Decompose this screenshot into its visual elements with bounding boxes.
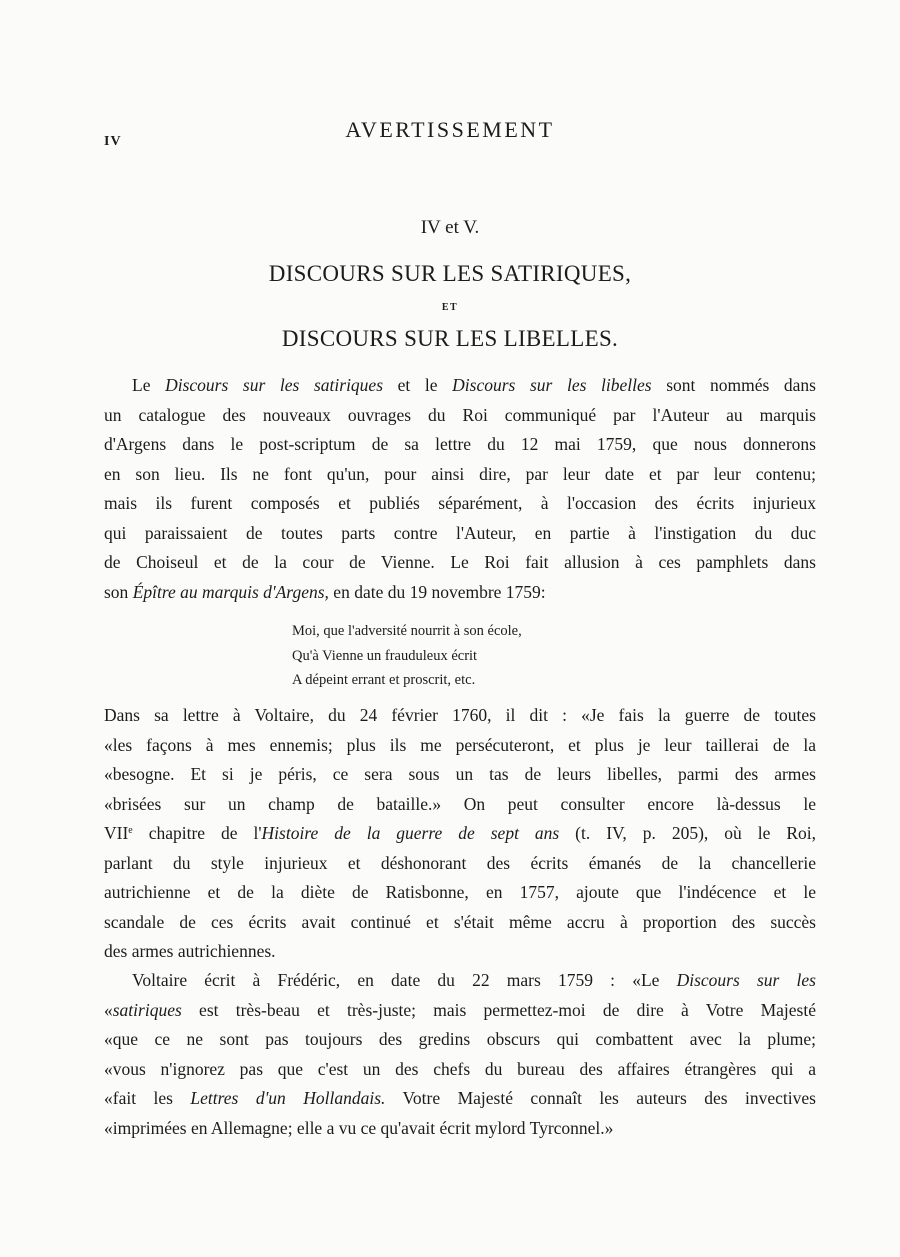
text-line: «vous n'ignorez pas que c'est un des chefs du bureau des affaires étrangères qui a [104,1058,816,1079]
text-line: des armes autrichiennes. [104,941,276,961]
text-line: Dans sa lettre à Voltaire, du 24 février 1760, il dit : «Je fais la guerre de toutes [104,705,816,725]
text-line: autrichienne et de la diète de Ratisbonne, en 1757, ajoute que l'indécence et le [104,882,816,902]
text-line: «besogne. Et si je péris, ce sera sous un tas de leurs libelles, parmi des armes [104,764,816,784]
text-line [104,996,816,1026]
text-run: «fait les [104,1088,191,1108]
italic-title: Discours sur les libelles [452,375,652,395]
text-run: son [104,581,133,602]
text-line [104,1084,816,1114]
text-run: (t. IV, p. 205), où le Roi, [559,823,816,843]
text-line: de Choiseul et de la cour de Vienne. Le Roi fait allusion à ces pamphlets dans [104,552,816,572]
section-number: IV et V. [420,217,480,238]
text-run: sont nommés dans [651,375,816,395]
text-run: est très-beau et très-juste; mais permettez-moi de dire à Votre Majesté [181,999,816,1020]
text-line: d'Argens dans le post-scriptum de sa lettre du 12 mai 1759, que nous donnerons [104,434,816,454]
text-run: Voltaire écrit à Frédéric, en date du 22 mars 1759 : «Le [132,970,677,990]
text-line [104,819,816,849]
verse-line: A dépeint errant et proscrit, etc. [292,672,476,688]
page-number: IV [104,134,122,149]
running-head: AVERTISSEMENT [345,117,555,142]
section-title-line1: DISCOURS SUR LES SATIRIQUES, [268,261,632,286]
italic-title: Discours sur les [676,970,816,990]
verse-quotation [292,619,522,693]
text-line [104,578,816,608]
text-line: «imprimées en Allemagne; elle a vu ce qu'avait écrit mylord Tyrconnel.» [104,1117,614,1138]
paragraph-1 [104,371,816,607]
section-title-conjunction: ET [441,302,459,313]
italic-title: Histoire de la guerre de sept ans [261,823,560,843]
italic-title: Discours sur les satiriques [165,375,384,395]
text-line: un catalogue des nouveaux ouvrages du Roi communiqué par l'Auteur au marquis [104,404,816,425]
text-run: en date du 19 novembre 1759: [328,581,546,602]
text-line: «les façons à mes ennemis; plus ils me persécuteront, et plus je leur taillerai de la [104,734,816,755]
italic-title: Lettres d'un Hollandais. [190,1088,386,1108]
text-line: mais ils furent composés et publiés séparément, à l'occasion des écrits injurieux [104,493,816,513]
text-run: l' [253,823,262,843]
text-run: VII [104,823,129,843]
text-line: parlant du style injurieux et déshonorant des écrits émanés de la chancellerie [104,852,816,873]
italic-title: satiriques [112,999,182,1020]
text-line [104,371,816,401]
text-line: «brisées sur un champ de bataille.» On peut consulter encore là-dessus le [104,793,816,814]
paragraph-3 [104,966,816,1143]
text-run: Le [132,375,166,395]
text-line: «que ce ne sont pas toujours des gredins obscurs qui combattent avec la plume; [104,1029,816,1049]
text-run: chapitre de [132,823,254,843]
paragraph-2 [104,701,816,967]
text-line: qui paraissaient de toutes parts contre l'Auteur, en partie à l'instigation du duc [104,522,816,543]
text-run: « [104,999,113,1020]
section-title-line2: DISCOURS SUR LES LIBELLES. [281,326,619,351]
verse-line: Moi, que l'adversité nourrit à son école, [292,623,522,639]
text-run: Votre Majesté connaît les auteurs des invectives [385,1088,816,1108]
text-run: et le [383,375,453,395]
verse-line: Qu'à Vienne un frauduleux écrit [292,647,478,664]
text-line [104,966,816,996]
superscript: e [128,825,133,836]
text-line: scandale de ces écrits avait continué et s'était même accru à proportion des succès [104,911,816,932]
text-line: en son lieu. Ils ne font qu'un, pour ainsi dire, par leur date et par leur contenu; [104,463,816,484]
italic-title: Épître au marquis d'Argens, [132,581,329,602]
